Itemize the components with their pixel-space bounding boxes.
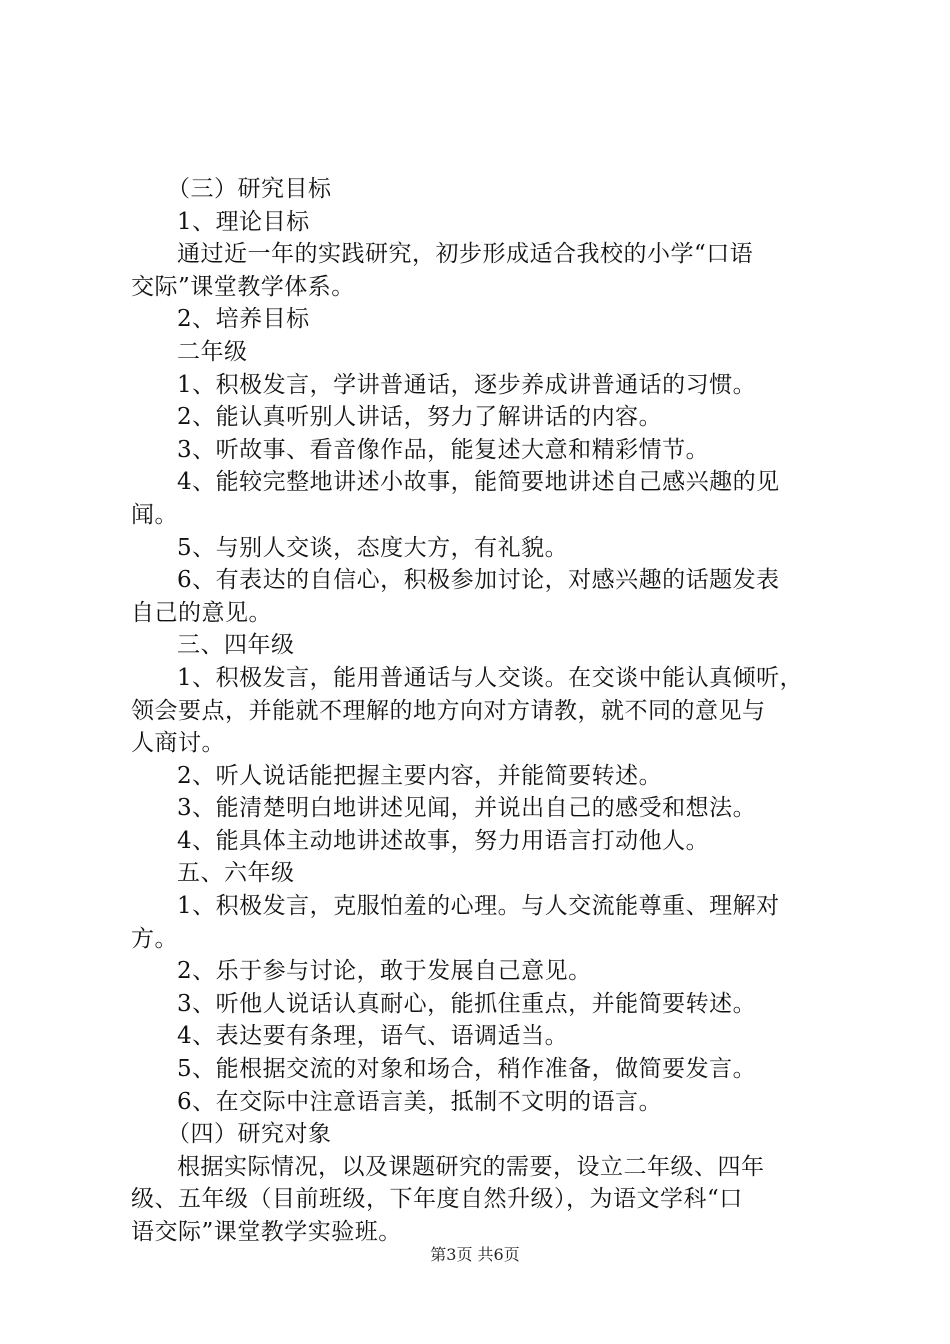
text-line: 根据实际情况，以及课题研究的需要，设立二年级、四年 (177, 1153, 765, 1180)
text-line: 4、表达要有条理，语气、语调适当。 (177, 1023, 569, 1050)
page-footer: 第3页 共6页 (430, 1245, 520, 1264)
text-line: 闻。 (131, 501, 178, 528)
text-line: 三、四年级 (177, 632, 295, 659)
text-line: 6、在交际中注意语言美，抵制不文明的语言。 (177, 1088, 663, 1115)
text-line: 语交际”课堂教学实验班。 (131, 1219, 402, 1245)
text-line: 通过近一年的实践研究，初步形成适合我校的小学“口语 (177, 241, 754, 268)
text-line: 4、能较完整地讲述小故事，能简要地讲述自己感兴趣的见 (177, 469, 780, 496)
text-line: 3、听他人说话认真耐心，能抓住重点，并能简要转述。 (177, 990, 757, 1017)
text-line: 3、能清楚明白地讲述见闻，并说出自己的感受和想法。 (177, 795, 757, 822)
text-line: 1、积极发言，能用普通话与人交谈。在交谈中能认真倾听， (177, 664, 804, 691)
text-line: 领会要点，并能就不理解的地方向对方请教，就不同的意见与 (131, 697, 766, 724)
text-line: 交际”课堂教学体系。 (131, 273, 355, 300)
text-line: 方。 (131, 925, 178, 952)
text-line: 2、能认真听别人讲话，努力了解讲话的内容。 (177, 404, 663, 431)
text-line: 2、培养目标 (177, 306, 310, 333)
text-line: 1、积极发言，学讲普通话，逐步养成讲普通话的习惯。 (177, 371, 757, 398)
text-line: 1、积极发言，克服怕羞的心理。与人交流能尊重、理解对 (177, 893, 780, 920)
text-line: 2、乐于参与讨论，敢于发展自己意见。 (177, 958, 592, 985)
text-line: 5、能根据交流的对象和场合，稍作准备，做简要发言。 (177, 1056, 757, 1083)
text-line: 人商讨。 (131, 730, 225, 757)
text-line: 2、听人说话能把握主要内容，并能简要转述。 (177, 762, 663, 789)
text-line: 4、能具体主动地讲述故事，努力用语言打动他人。 (177, 827, 710, 854)
text-line: 1、理论目标 (177, 208, 310, 235)
text-line: 二年级 (177, 338, 248, 365)
section-heading: （四）研究对象 (167, 1121, 332, 1148)
text-line: 五、六年级 (177, 860, 295, 887)
section-heading: （三）研究目标 (167, 176, 332, 202)
text-line: 级、五年级（目前班级，下年度自然升级），为语文学科“口 (131, 1186, 743, 1213)
document-body (131, 173, 831, 1249)
text-line: 3、听故事、看音像作品，能复述大意和精彩情节。 (177, 436, 710, 463)
text-line: 5、与别人交谈，态度大方，有礼貌。 (177, 534, 569, 561)
text-line: 6、有表达的自信心，积极参加讨论，对感兴趣的话题发表 (177, 567, 780, 594)
text-line: 自己的意见。 (131, 599, 272, 626)
